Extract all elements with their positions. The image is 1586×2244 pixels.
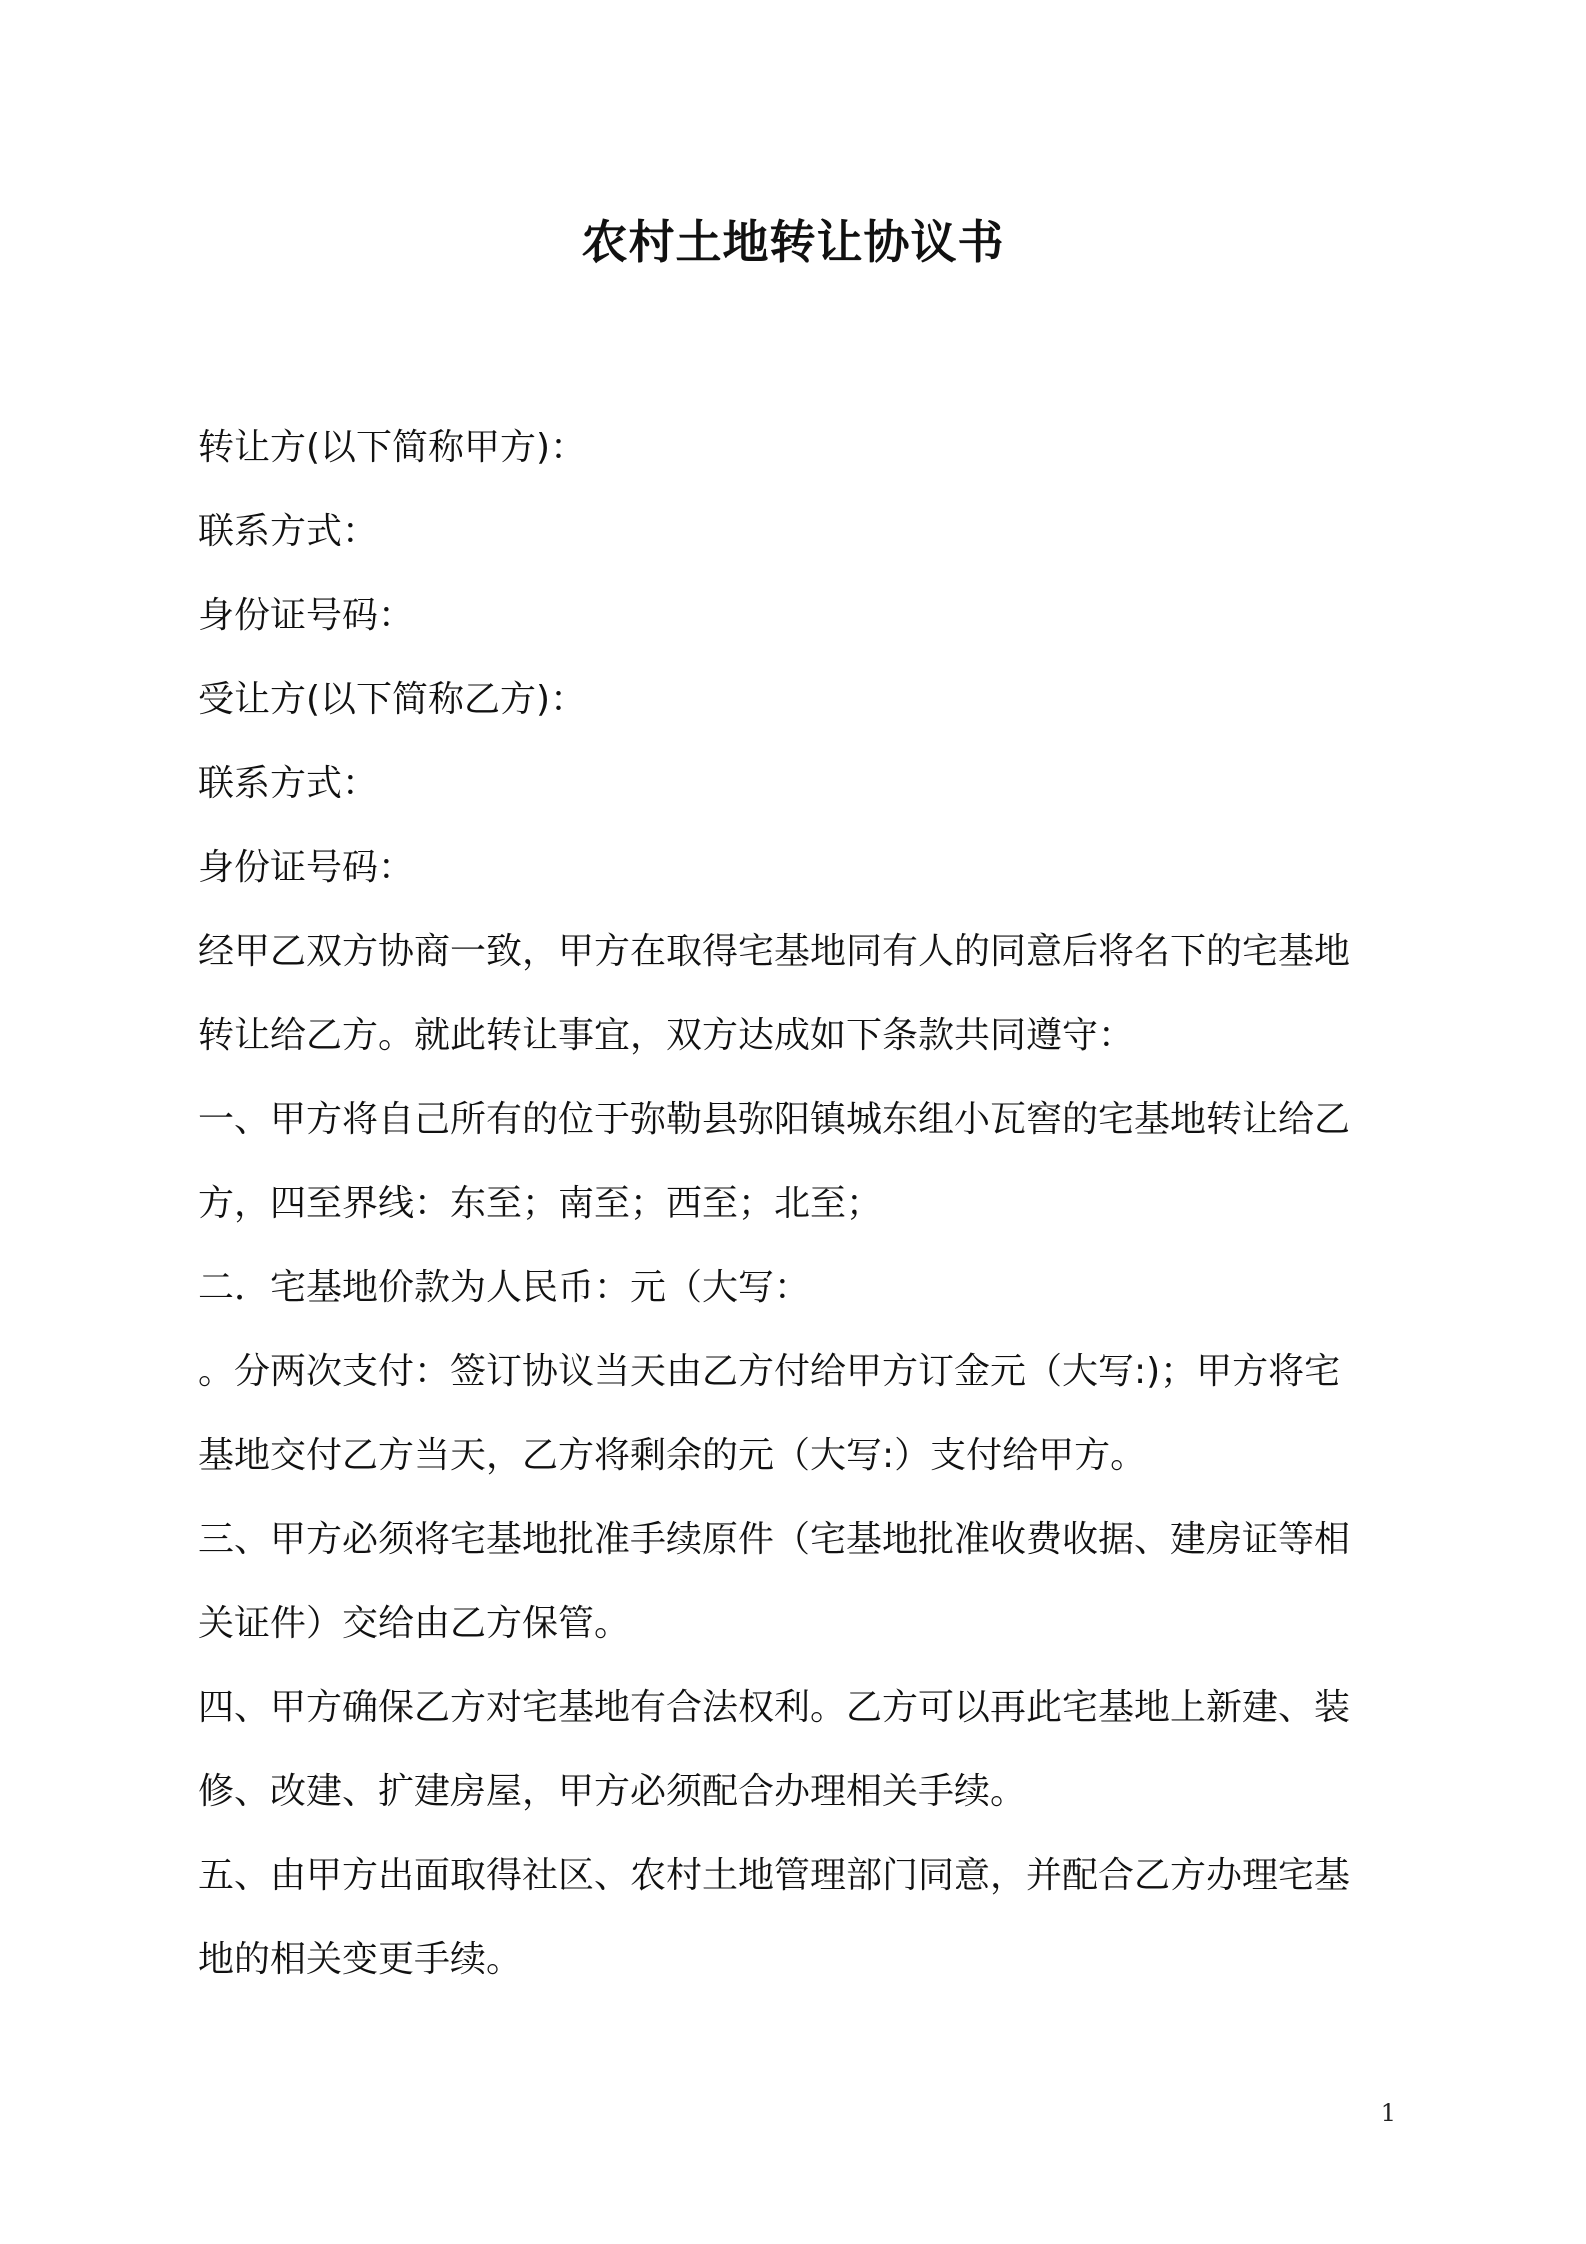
clause-five-line: 五、由甲方出面取得社区、农村土地管理部门同意，并配合乙方办理宅基 <box>198 1855 1351 1896</box>
clause-two-line: 二．宅基地价款为人民币：元（大写： <box>198 1267 811 1308</box>
document-title: 农村土地转让协议书 <box>581 215 1005 269</box>
clause-three-line: 三、甲方必须将宅基地批准手续原件（宅基地批准收费收据、建房证等相 <box>198 1519 1351 1560</box>
clause-two-line: 基地交付乙方当天，乙方将剩余的元（大写:）支付给甲方。 <box>198 1435 1147 1476</box>
page-number: 1 <box>1380 2099 1396 2127</box>
transferor-line: 转让方(以下简称甲方)： <box>198 427 587 468</box>
clause-four-line: 修、改建、扩建房屋，甲方必须配合办理相关手续。 <box>198 1771 1027 1812</box>
agreement-intro-line: 转让给乙方。就此转让事宜，双方达成如下条款共同遵守： <box>198 1015 1135 1056</box>
transferor-contact-line: 联系方式： <box>198 511 379 552</box>
clause-five-line: 地的相关变更手续。 <box>198 1939 523 1980</box>
clause-one-line: 方，四至界线：东至；南至；西至；北至； <box>198 1183 883 1224</box>
agreement-intro-line: 经甲乙双方协商一致，甲方在取得宅基地同有人的同意后将名下的宅基地 <box>198 931 1351 972</box>
clause-one-line: 一、甲方将自己所有的位于弥勒县弥阳镇城东组小瓦窖的宅基地转让给乙 <box>198 1099 1351 1140</box>
transferee-contact-line: 联系方式： <box>198 763 379 804</box>
clause-two-line: 。分两次支付：签订协议当天由乙方付给甲方订金元（大写:)；甲方将宅 <box>198 1351 1341 1392</box>
clause-four-line: 四、甲方确保乙方对宅基地有合法权利。乙方可以再此宅基地上新建、装 <box>198 1687 1351 1728</box>
transferee-id-line: 身份证号码： <box>198 847 415 888</box>
transferee-line: 受让方(以下简称乙方)： <box>198 679 587 720</box>
clause-three-line: 关证件）交给由乙方保管。 <box>198 1603 631 1644</box>
transferor-id-line: 身份证号码： <box>198 595 415 636</box>
document-body <box>198 406 1406 2002</box>
